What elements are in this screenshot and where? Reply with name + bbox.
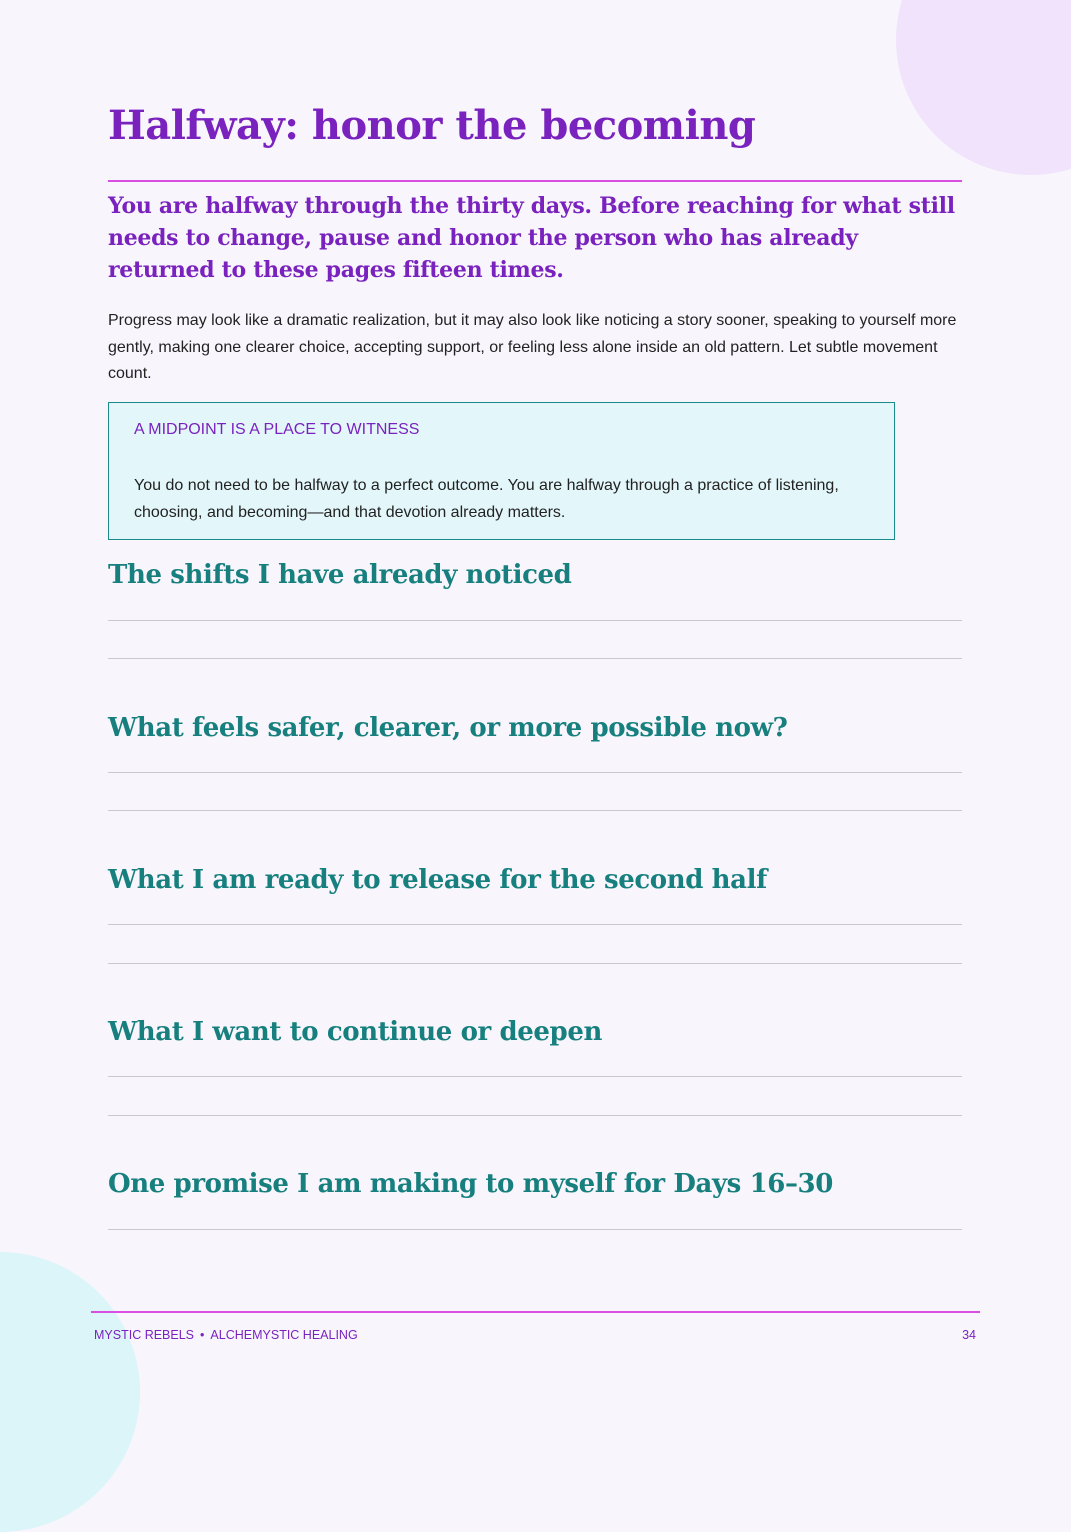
prompt-heading-safer: What feels safer, clearer, or more possible now? [108, 713, 788, 743]
writing-line[interactable] [108, 658, 962, 659]
prompt-heading-release: What I am ready to release for the second half [108, 865, 767, 895]
prompt-heading-promise: One promise I am making to myself for Days 16–30 [108, 1169, 833, 1199]
callout-box [108, 402, 895, 540]
footer-section: ALCHEMYSTIC HEALING [210, 1328, 358, 1342]
writing-line[interactable] [108, 772, 962, 773]
writing-line[interactable] [108, 1115, 962, 1116]
footer-divider [91, 1311, 980, 1313]
writing-line[interactable] [108, 810, 962, 811]
decorative-circle-top [896, 0, 1071, 175]
writing-line[interactable] [108, 963, 962, 964]
writing-line[interactable] [108, 1229, 962, 1230]
callout-title: A MIDPOINT IS A PLACE TO WITNESS [134, 421, 420, 438]
footer-running-title [94, 1327, 358, 1343]
callout-text: You do not need to be halfway to a perfect outcome. You are halfway through a practice of listening, choosing, and becoming—and that devotion already matters. [134, 477, 839, 521]
page-title: Halfway: honor the becoming [108, 102, 756, 149]
decorative-circle-bottom [0, 1252, 140, 1532]
footer-separator: • [200, 1328, 205, 1342]
lede-paragraph: You are halfway through the thirty days. Before reaching for what still needs to change, pause and honor the person who has already returned to these pages fifteen times. [108, 193, 955, 283]
writing-line[interactable] [108, 1076, 962, 1077]
title-divider [108, 180, 962, 182]
writing-line[interactable] [108, 620, 962, 621]
writing-line[interactable] [108, 924, 962, 925]
prompt-heading-continue: What I want to continue or deepen [108, 1017, 602, 1047]
page-number: 34 [962, 1328, 976, 1342]
prompt-heading-shifts: The shifts I have already noticed [108, 560, 572, 590]
body-paragraph: Progress may look like a dramatic realization, but it may also look like noticing a story sooner, speaking to yourself more gently, making one clearer choice, accepting support, or feeling less alone inside an old pattern. Let subtle movement count. [108, 312, 957, 382]
footer-brand: MYSTIC REBELS [94, 1328, 195, 1342]
